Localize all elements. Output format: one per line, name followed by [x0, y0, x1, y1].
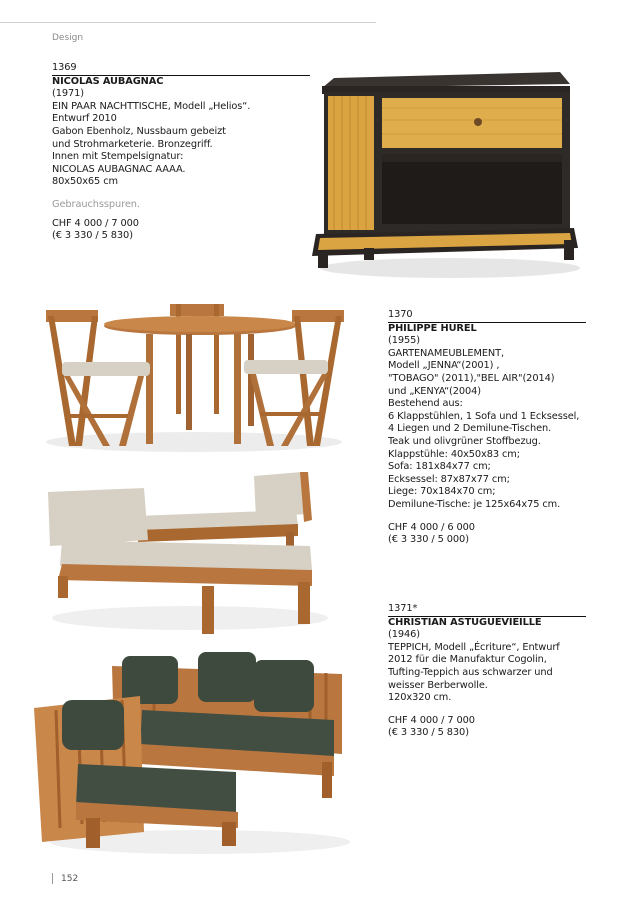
- section-title: Design: [52, 33, 84, 43]
- lot-1371: [388, 603, 586, 740]
- lot-line: Liege: 70x184x70 cm;: [388, 486, 496, 498]
- lot-line: GARTENAMEUBLEMENT,: [388, 347, 505, 359]
- lot-line: EIN PAAR NACHTTISCHE, Modell „Helios“.: [52, 100, 251, 112]
- page-footer: [52, 873, 78, 884]
- lot-line: 6 Klappstühlen, 1 Sofa und 1 Ecksessel,: [388, 410, 580, 422]
- lot-line: 4 Liegen und 2 Demilune-Tischen.: [388, 423, 552, 435]
- lot-line: Entwurf 2010: [52, 113, 117, 125]
- spacer: [388, 705, 586, 715]
- lot-price: CHF 4 000 / 6 000: [388, 521, 475, 533]
- lot-line: Sofa: 181x84x77 cm;: [388, 461, 491, 473]
- dining-set-photo: [38, 296, 350, 456]
- lot-price-eur: (€ 3 330 / 5 830): [388, 727, 469, 739]
- lot-line: Tufting-Teppich aus schwarzer und: [388, 666, 553, 678]
- lot-line: (1971): [52, 88, 84, 100]
- footer-divider: [52, 873, 53, 884]
- lot-line: 120x320 cm.: [388, 692, 452, 704]
- lot-price: CHF 4 000 / 7 000: [52, 217, 139, 229]
- top-rule: [0, 22, 376, 23]
- lot-line: Ecksessel: 87x87x77 cm;: [388, 473, 510, 485]
- lot-line: TEPPICH, Modell „Écriture“, Entwurf: [388, 641, 560, 653]
- lot-line: Demilune-Tische: je 125x64x75 cm.: [388, 498, 561, 510]
- lot-number: 1369: [52, 62, 77, 73]
- lot-line: 80x50x65 cm: [52, 176, 118, 188]
- lot-number: 1370: [388, 309, 413, 320]
- lot-line: (1955): [388, 335, 420, 347]
- lot-line: "TOBAGO" (2011),"BEL AIR"(2014): [388, 372, 555, 384]
- lot-condition: Gebrauchsspuren.: [52, 198, 140, 210]
- lot-number: 1371*: [388, 603, 418, 614]
- lot-line: Teak und olivgrüner Stoffbezug.: [388, 435, 541, 447]
- lot-price-eur: (€ 3 330 / 5 830): [52, 230, 133, 242]
- lot-line: Klappstühle: 40x50x83 cm;: [388, 448, 520, 460]
- lot-line: NICOLAS AUBAGNAC AAAA.: [52, 163, 186, 175]
- lot-line: und Strohmarketerie. Bronzegriff.: [52, 138, 213, 150]
- loungers-photo: [40, 466, 328, 644]
- lot-price: CHF 4 000 / 7 000: [388, 714, 475, 726]
- sofa-photo: [30, 652, 352, 860]
- lot-1370: [388, 309, 586, 547]
- lot-line: 2012 für die Manufaktur Cogolin,: [388, 654, 547, 666]
- lot-line: (1946): [388, 629, 420, 641]
- lot-1369: [52, 62, 310, 243]
- lot-artist: PHILIPPE HUREL: [388, 322, 586, 336]
- lot-line: Modell „JENNA“(2001) ,: [388, 360, 500, 372]
- lot-artist: CHRISTIAN ASTUGUEVIEILLE: [388, 616, 586, 630]
- lot-line: Gabon Ebenholz, Nussbaum gebeizt: [52, 125, 226, 137]
- lot-line: Innen mit Stempelsignatur:: [52, 151, 184, 163]
- lot-line: weisser Berberwolle.: [388, 679, 488, 691]
- page-number: 152: [61, 874, 79, 884]
- lot-line: Bestehend aus:: [388, 398, 463, 410]
- nightstand-photo: [312, 62, 584, 284]
- lot-price-eur: (€ 3 330 / 5 000): [388, 534, 469, 546]
- spacer: [388, 512, 586, 522]
- lot-line: und „KENYA“(2004): [388, 385, 482, 397]
- lot-artist: NICOLAS AUBAGNAC: [52, 75, 310, 89]
